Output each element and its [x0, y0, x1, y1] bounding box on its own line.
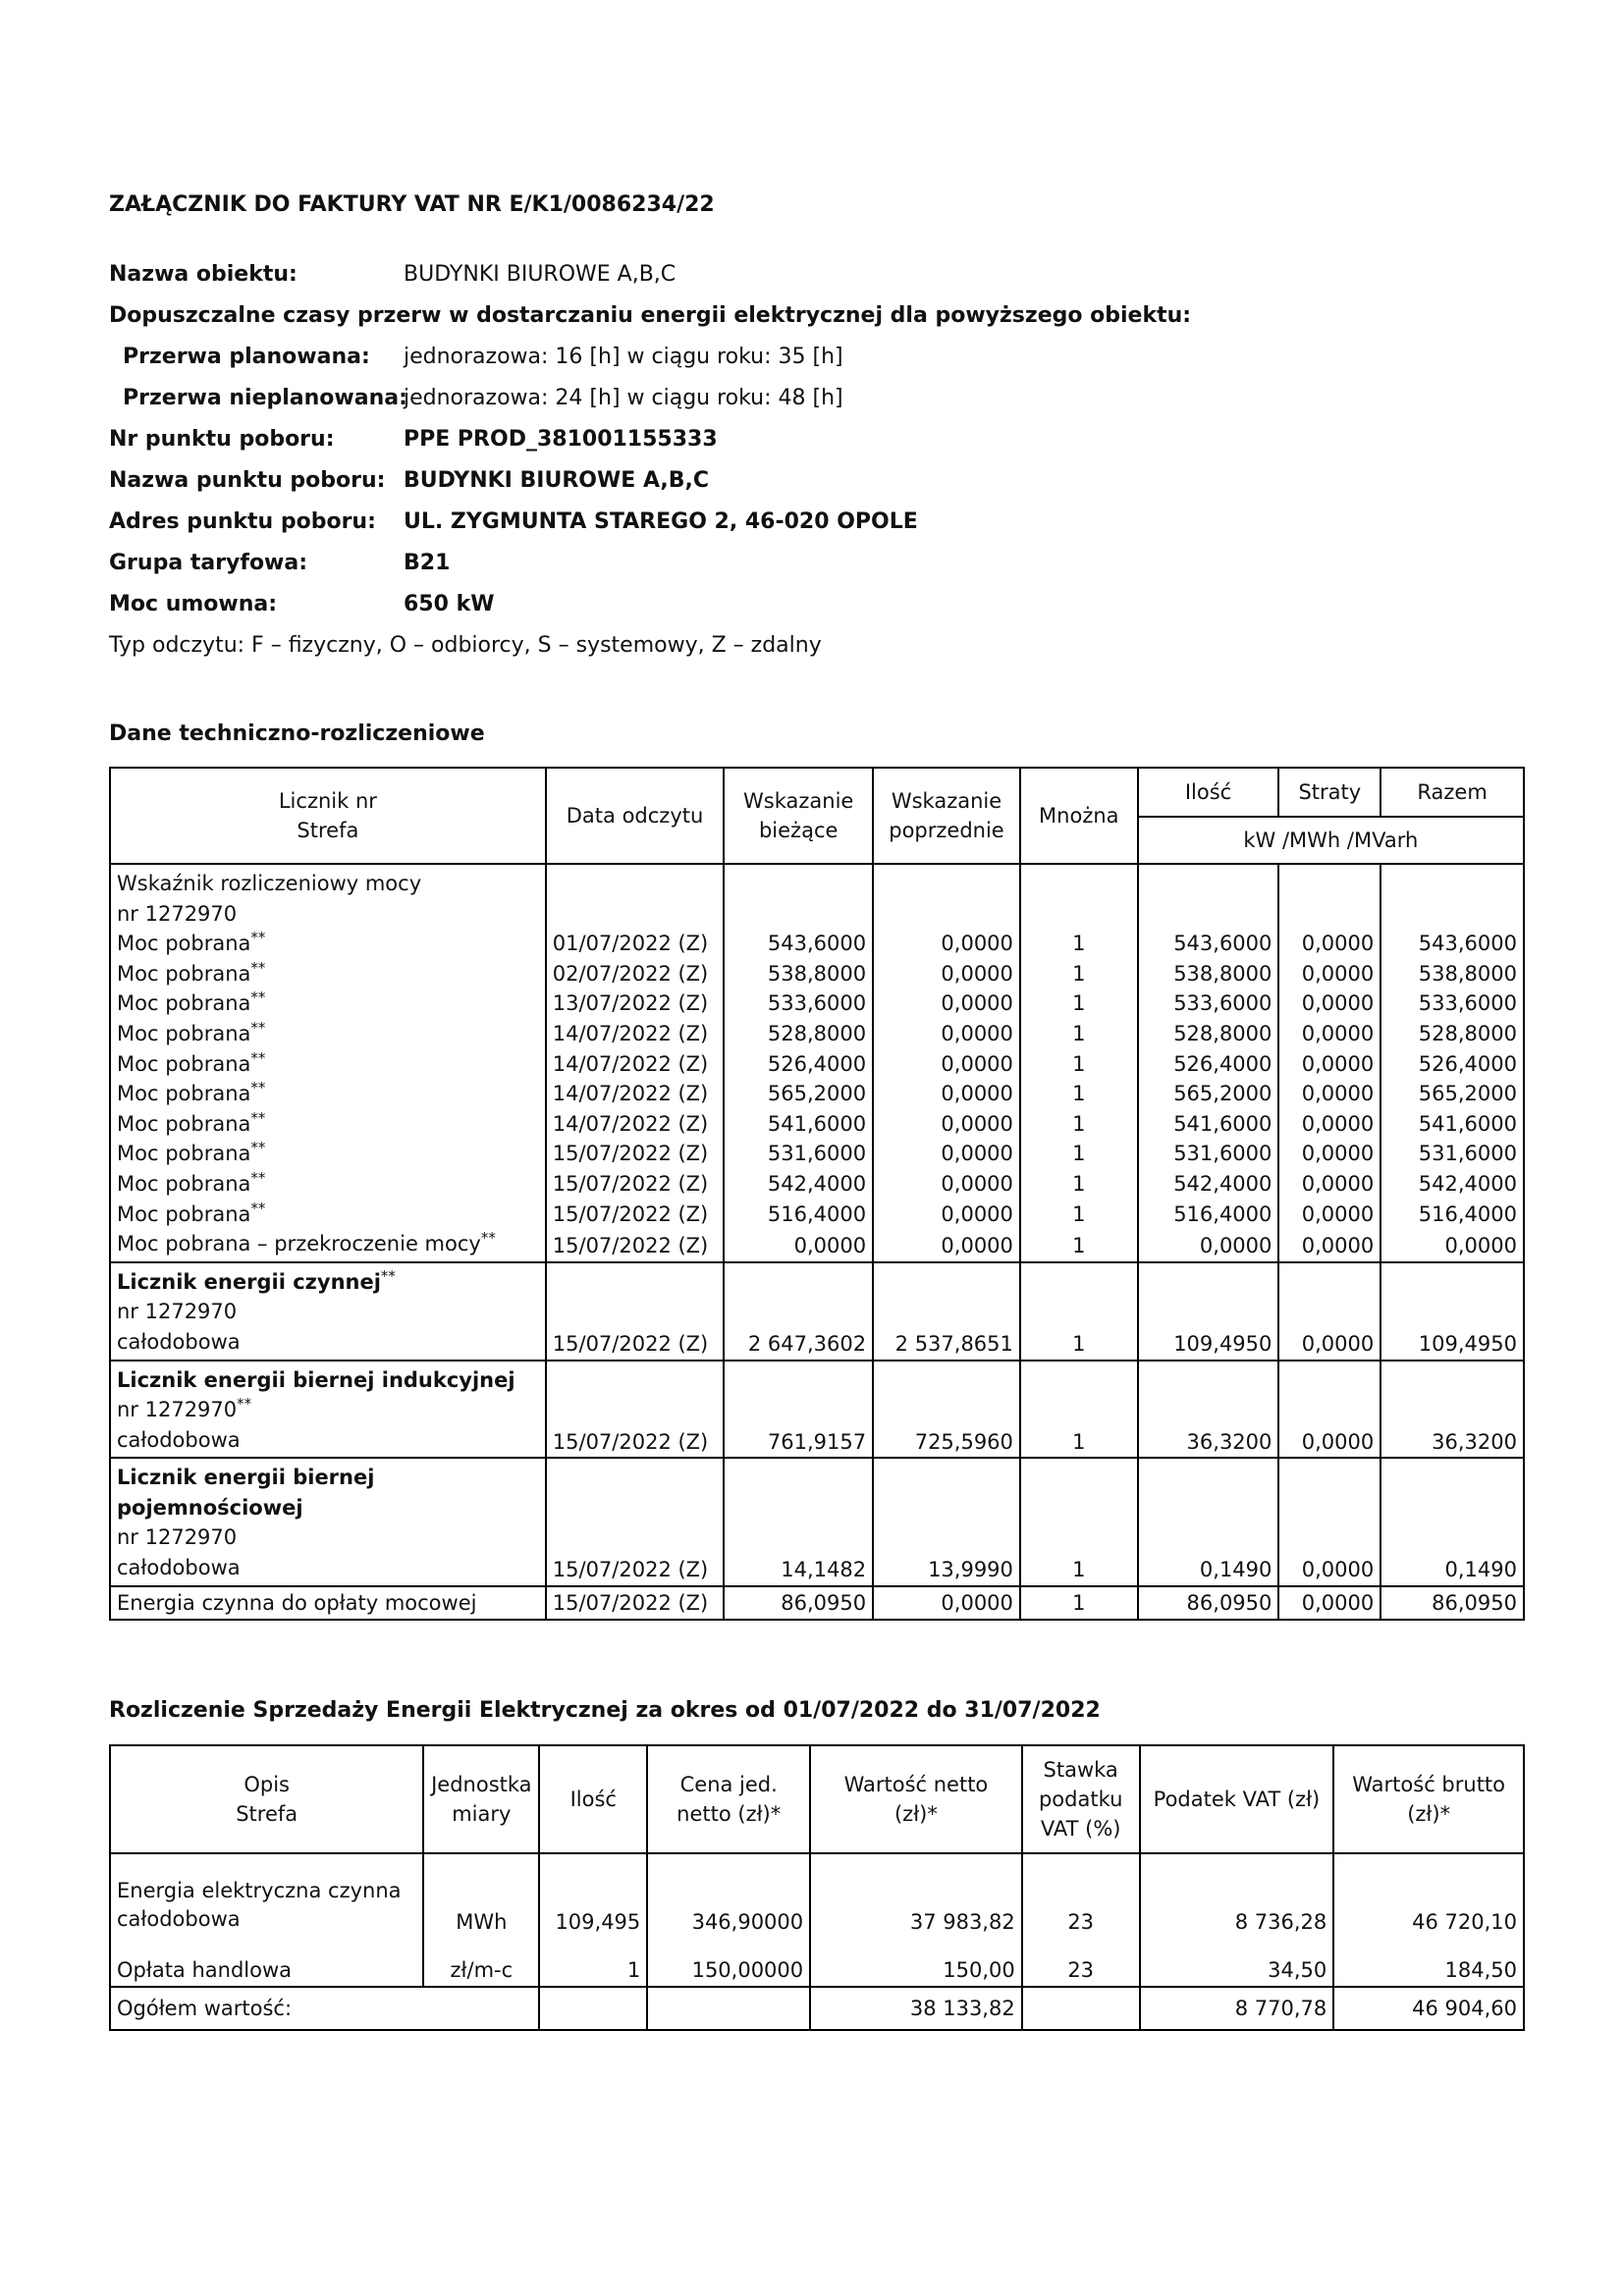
- power-row-7: [110, 1109, 1524, 1140]
- capacity-fee-title: Energia czynna do opłaty mocowej: [110, 1586, 546, 1620]
- sales-header-price-line1: Cena jed.: [679, 1773, 778, 1796]
- power-row-mult: 1: [1020, 1109, 1138, 1140]
- unplanned-row: [109, 384, 843, 413]
- power-row-losses: 0,0000: [1278, 1019, 1380, 1049]
- sales-row-qty: 109,495: [539, 1853, 647, 1940]
- inductive-energy-total: 36,3200: [1380, 1361, 1524, 1459]
- power-row-1: [110, 929, 1524, 959]
- power-row-label: Moc pobrana – przekroczenie mocy: [117, 1232, 481, 1256]
- power-row-previous: 0,0000: [873, 959, 1020, 989]
- power-row-name: [110, 988, 546, 1019]
- inductive-energy-qty: 36,3200: [1138, 1361, 1279, 1459]
- header-previous-line2: poprzednie: [889, 819, 1004, 842]
- tariff-label: Grupa taryfowa:: [109, 551, 308, 575]
- power-row-mult: 1: [1020, 1019, 1138, 1049]
- active-energy-labels: [110, 1262, 546, 1361]
- footnote-mark: **: [250, 988, 266, 1007]
- power-row-current: 531,6000: [724, 1139, 873, 1169]
- capacity-fee-losses: 0,0000: [1278, 1586, 1380, 1620]
- ppe-name-label: Nazwa punktu poboru:: [109, 468, 386, 493]
- power-row-label: Moc pobrana: [117, 1021, 251, 1045]
- power-row-previous: 0,0000: [873, 1049, 1020, 1080]
- sales-header-rate: [1022, 1745, 1140, 1853]
- power-row-name: [110, 1019, 546, 1049]
- tech-section-title: Dane techniczno-rozliczeniowe: [109, 721, 485, 746]
- ppe-address-row: [109, 507, 918, 537]
- power-row-previous: 0,0000: [873, 1139, 1020, 1169]
- unplanned-value: jednorazowa: 24 [h] w ciągu roku: 48 [h]: [404, 386, 843, 410]
- header-meter: [110, 768, 546, 864]
- power-row-label: Moc pobrana: [117, 991, 251, 1016]
- sales-header-qty: Ilość: [539, 1745, 647, 1853]
- power-row-qty: 533,6000: [1138, 988, 1279, 1019]
- header-meter-line2: Strefa: [297, 819, 359, 842]
- footnote-mark: **: [250, 1139, 266, 1157]
- header-date: Data odczytu: [546, 768, 725, 864]
- power-row-current: 538,8000: [724, 959, 873, 989]
- planned-label: Przerwa planowana:: [123, 345, 370, 369]
- sales-header-unit-line1: Jednostka: [431, 1773, 532, 1796]
- ppe-value: PPE PROD_381001155333: [404, 427, 718, 452]
- capacitive-energy-title-1: Licznik energii biernej: [117, 1466, 375, 1490]
- sales-header-net-line2: (zł)*: [893, 1802, 938, 1826]
- power-row-losses: 0,0000: [1278, 929, 1380, 959]
- power-row-losses: 0,0000: [1278, 1229, 1380, 1262]
- power-label: Moc umowna:: [109, 592, 278, 616]
- active-energy-qty: 109,4950: [1138, 1262, 1279, 1361]
- power-row-date: 14/07/2022 (Z): [546, 1109, 725, 1140]
- sales-table: [109, 1744, 1525, 2031]
- power-row-total: 528,8000: [1380, 1019, 1524, 1049]
- sales-row-qty: 1: [539, 1940, 647, 1987]
- sales-row-unit: zł/m-c: [423, 1940, 539, 1987]
- ppe-name-row: [109, 466, 709, 496]
- power-row-current: 541,6000: [724, 1109, 873, 1140]
- interruptions-heading: Dopuszczalne czasy przerw w dostarczaniu energii elektrycznej dla powyższego obiektu:: [109, 303, 1192, 328]
- sales-total-row: [110, 1987, 1524, 2030]
- power-row-label: Moc pobrana: [117, 961, 251, 986]
- power-row-name: [110, 959, 546, 989]
- tariff-value: B21: [404, 551, 451, 575]
- power-group-title-row: [110, 864, 1524, 899]
- power-row-date: 01/07/2022 (Z): [546, 929, 725, 959]
- power-value: 650 kW: [404, 592, 495, 616]
- inductive-energy-nr: [117, 1395, 539, 1425]
- footnote-mark: **: [237, 1395, 252, 1414]
- header-losses: Straty: [1278, 768, 1380, 817]
- power-row-name: [110, 1049, 546, 1080]
- inductive-energy-title: Licznik energii biernej indukcyjnej: [117, 1367, 515, 1392]
- power-row-qty: 516,4000: [1138, 1200, 1279, 1230]
- sales-row-vat: 8 736,28: [1140, 1853, 1334, 1940]
- header-units: kW /MWh /MVarh: [1138, 817, 1524, 864]
- power-row-name: [110, 1139, 546, 1169]
- reading-types: Typ odczytu: F – fizyczny, O – odbiorcy, S – systemowy, Z – zdalny: [109, 633, 822, 658]
- sales-row-2: [110, 1940, 1524, 1987]
- document-title: ZAŁĄCZNIK DO FAKTURY VAT NR E/K1/0086234/22: [109, 192, 715, 217]
- tech-table: [109, 767, 1525, 1621]
- header-multiplier: Mnożna: [1020, 768, 1138, 864]
- sales-row-1: [110, 1853, 1524, 1940]
- sales-row-desc-line1: Energia elektryczna czynna: [117, 1879, 402, 1902]
- power-row-total: 565,2000: [1380, 1079, 1524, 1109]
- power-row-previous: 0,0000: [873, 1169, 1020, 1200]
- power-row: [109, 590, 494, 619]
- sales-section-title: Rozliczenie Sprzedaży Energii Elektrycznej za okres od 01/07/2022 do 31/07/2022: [109, 1698, 1101, 1723]
- power-row-name: [110, 1109, 546, 1140]
- power-row-current: 516,4000: [724, 1200, 873, 1230]
- sales-header-net-line1: Wartość netto: [843, 1773, 989, 1796]
- active-energy-title: [117, 1267, 539, 1298]
- power-row-losses: 0,0000: [1278, 959, 1380, 989]
- power-row-name: [110, 1229, 546, 1262]
- sales-row-desc: Opłata handlowa: [110, 1940, 423, 1987]
- power-row-previous: 0,0000: [873, 1200, 1020, 1230]
- power-row-mult: 1: [1020, 1200, 1138, 1230]
- power-row-mult: 1: [1020, 959, 1138, 989]
- sales-header-rate-line1: Stawka: [1043, 1758, 1118, 1782]
- active-energy-mult: 1: [1020, 1262, 1138, 1361]
- active-energy-date: 15/07/2022 (Z): [546, 1262, 725, 1361]
- sales-row-price: 150,00000: [647, 1940, 810, 1987]
- power-row-losses: 0,0000: [1278, 1049, 1380, 1080]
- capacitive-energy-zone: całodobowa: [117, 1556, 241, 1580]
- sales-row-desc: [110, 1853, 423, 1940]
- sales-row-gross: 184,50: [1333, 1940, 1524, 1987]
- power-row-9: [110, 1169, 1524, 1200]
- power-row-6: [110, 1079, 1524, 1109]
- header-current-line1: Wskazanie: [743, 789, 854, 813]
- power-row-previous: 0,0000: [873, 1109, 1020, 1140]
- sales-header-rate-line2: podatku: [1038, 1788, 1123, 1811]
- power-row-current: 528,8000: [724, 1019, 873, 1049]
- header-previous-line1: Wskazanie: [891, 789, 1002, 813]
- tariff-row: [109, 549, 450, 578]
- power-row-mult: 1: [1020, 929, 1138, 959]
- sales-header-gross-line2: (zł)*: [1407, 1802, 1451, 1826]
- power-row-losses: 0,0000: [1278, 988, 1380, 1019]
- power-row-qty: 538,8000: [1138, 959, 1279, 989]
- ppe-name-value: BUDYNKI BIUROWE A,B,C: [404, 468, 710, 493]
- power-row-date: 02/07/2022 (Z): [546, 959, 725, 989]
- power-row-date: 13/07/2022 (Z): [546, 988, 725, 1019]
- power-row-current: 0,0000: [724, 1229, 873, 1262]
- power-row-losses: 0,0000: [1278, 1079, 1380, 1109]
- power-row-total: 531,6000: [1380, 1139, 1524, 1169]
- footnote-mark: **: [250, 958, 266, 977]
- power-row-losses: 0,0000: [1278, 1109, 1380, 1140]
- power-row-current: 543,6000: [724, 929, 873, 959]
- power-row-total: 541,6000: [1380, 1109, 1524, 1140]
- header-current: [724, 768, 873, 864]
- power-row-qty: 542,4000: [1138, 1169, 1279, 1200]
- inductive-energy-zone: całodobowa: [117, 1427, 241, 1452]
- capacitive-energy-group: [110, 1458, 1524, 1585]
- inductive-energy-labels: [110, 1361, 546, 1459]
- inductive-energy-group: [110, 1361, 1524, 1459]
- power-row-label: Moc pobrana: [117, 932, 251, 956]
- ppe-address-label: Adres punktu poboru:: [109, 509, 376, 534]
- power-row-mult: 1: [1020, 1049, 1138, 1080]
- power-row-total: 516,4000: [1380, 1200, 1524, 1230]
- active-energy-losses: 0,0000: [1278, 1262, 1380, 1361]
- power-row-previous: 0,0000: [873, 1019, 1020, 1049]
- power-row-label: Moc pobrana: [117, 1111, 251, 1136]
- sales-header-price-line2: netto (zł)*: [677, 1802, 782, 1826]
- ppe-address-value: UL. ZYGMUNTA STAREGO 2, 46-020 OPOLE: [404, 509, 918, 534]
- sales-header-gross: [1333, 1745, 1524, 1853]
- power-row-5: [110, 1049, 1524, 1080]
- power-row-mult: 1: [1020, 1139, 1138, 1169]
- capacitive-energy-previous: 13,9990: [873, 1458, 1020, 1585]
- object-name-value: BUDYNKI BIUROWE A,B,C: [404, 262, 677, 287]
- sales-row-rate: 23: [1022, 1940, 1140, 1987]
- power-row-total: 533,6000: [1380, 988, 1524, 1019]
- power-row-mult: 1: [1020, 988, 1138, 1019]
- sales-header-vat: Podatek VAT (zł): [1140, 1745, 1334, 1853]
- power-row-name: [110, 1169, 546, 1200]
- footnote-mark: **: [250, 929, 266, 947]
- sales-total-gross: 46 904,60: [1333, 1987, 1524, 2030]
- footnote-mark: **: [250, 1108, 266, 1127]
- power-row-4: [110, 1019, 1524, 1049]
- capacity-fee-total: 86,0950: [1380, 1586, 1524, 1620]
- sales-row-unit: MWh: [423, 1853, 539, 1940]
- capacitive-energy-total: 0,1490: [1380, 1458, 1524, 1585]
- power-row-previous: 0,0000: [873, 929, 1020, 959]
- active-energy-zone: całodobowa: [117, 1329, 241, 1354]
- footnote-mark: **: [380, 1266, 396, 1285]
- power-row-date: 14/07/2022 (Z): [546, 1079, 725, 1109]
- power-row-11: [110, 1229, 1524, 1262]
- power-row-name: [110, 929, 546, 959]
- object-name-row: [109, 260, 676, 290]
- power-row-name: [110, 1079, 546, 1109]
- active-energy-previous: 2 537,8651: [873, 1262, 1020, 1361]
- power-row-previous: 0,0000: [873, 988, 1020, 1019]
- footnote-mark: **: [250, 1199, 266, 1217]
- unplanned-label: Przerwa nieplanowana:: [123, 386, 407, 410]
- sales-total-empty-qty: [539, 1987, 647, 2030]
- power-row-losses: 0,0000: [1278, 1139, 1380, 1169]
- power-row-total: 0,0000: [1380, 1229, 1524, 1262]
- power-row-total: 526,4000: [1380, 1049, 1524, 1080]
- sales-total-label: Ogółem wartość:: [110, 1987, 539, 2030]
- power-row-current: 526,4000: [724, 1049, 873, 1080]
- inductive-energy-nr-text: nr 1272970: [117, 1398, 238, 1422]
- sales-row-net: 150,00: [810, 1940, 1022, 1987]
- inductive-energy-previous: 725,5960: [873, 1361, 1020, 1459]
- sales-header-desc-line1: Opis: [244, 1773, 290, 1796]
- power-row-losses: 0,0000: [1278, 1200, 1380, 1230]
- power-row-qty: 541,6000: [1138, 1109, 1279, 1140]
- active-energy-title-text: Licznik energii czynnej: [117, 1269, 381, 1294]
- power-row-current: 542,4000: [724, 1169, 873, 1200]
- sales-header-price: [647, 1745, 810, 1853]
- sales-row-price: 346,90000: [647, 1853, 810, 1940]
- power-row-date: 14/07/2022 (Z): [546, 1049, 725, 1080]
- active-energy-nr: nr 1272970: [117, 1300, 238, 1324]
- power-row-date: 15/07/2022 (Z): [546, 1169, 725, 1200]
- sales-row-net: 37 983,82: [810, 1853, 1022, 1940]
- power-row-date: 14/07/2022 (Z): [546, 1019, 725, 1049]
- inductive-energy-losses: 0,0000: [1278, 1361, 1380, 1459]
- power-row-3: [110, 988, 1524, 1019]
- power-group-nr: nr 1272970: [110, 899, 546, 930]
- sales-header-desc: [110, 1745, 423, 1853]
- active-energy-current: 2 647,3602: [724, 1262, 873, 1361]
- planned-value: jednorazowa: 16 [h] w ciągu roku: 35 [h]: [404, 345, 843, 369]
- sales-total-empty-price: [647, 1987, 810, 2030]
- capacity-fee-mult: 1: [1020, 1586, 1138, 1620]
- power-row-total: 542,4000: [1380, 1169, 1524, 1200]
- header-meter-line1: Licznik nr: [278, 789, 377, 813]
- power-row-name: [110, 1200, 546, 1230]
- capacity-fee-date: 15/07/2022 (Z): [546, 1586, 725, 1620]
- power-row-previous: 0,0000: [873, 1079, 1020, 1109]
- sales-total-net: 38 133,82: [810, 1987, 1022, 2030]
- power-row-total: 543,6000: [1380, 929, 1524, 959]
- power-row-qty: 0,0000: [1138, 1229, 1279, 1262]
- capacity-fee-qty: 86,0950: [1138, 1586, 1279, 1620]
- footnote-mark: **: [250, 1018, 266, 1037]
- capacitive-energy-labels: [110, 1458, 546, 1585]
- power-row-qty: 526,4000: [1138, 1049, 1279, 1080]
- power-row-mult: 1: [1020, 1229, 1138, 1262]
- footnote-mark: **: [480, 1229, 496, 1248]
- sales-header-gross-line1: Wartość brutto: [1352, 1773, 1506, 1796]
- power-row-total: 538,8000: [1380, 959, 1524, 989]
- power-row-mult: 1: [1020, 1079, 1138, 1109]
- power-row-current: 565,2000: [724, 1079, 873, 1109]
- sales-header-unit-line2: miary: [452, 1802, 512, 1826]
- capacity-fee-row: [110, 1586, 1524, 1620]
- sales-total-vat: 8 770,78: [1140, 1987, 1334, 2030]
- active-energy-total: 109,4950: [1380, 1262, 1524, 1361]
- power-group-nr-row: [110, 899, 1524, 930]
- power-row-current: 533,6000: [724, 988, 873, 1019]
- power-row-mult: 1: [1020, 1169, 1138, 1200]
- inductive-energy-date: 15/07/2022 (Z): [546, 1361, 725, 1459]
- sales-header-desc-line2: Strefa: [236, 1802, 298, 1826]
- power-row-date: 15/07/2022 (Z): [546, 1200, 725, 1230]
- power-row-label: Moc pobrana: [117, 1051, 251, 1076]
- sales-row-vat: 34,50: [1140, 1940, 1334, 1987]
- ppe-label: Nr punktu poboru:: [109, 427, 335, 452]
- capacitive-energy-date: 15/07/2022 (Z): [546, 1458, 725, 1585]
- sales-row-desc-line2: całodobowa: [117, 1907, 241, 1931]
- capacitive-energy-mult: 1: [1020, 1458, 1138, 1585]
- sales-row-gross: 46 720,10: [1333, 1853, 1524, 1940]
- sales-total-empty-rate: [1022, 1987, 1140, 2030]
- capacitive-energy-losses: 0,0000: [1278, 1458, 1380, 1585]
- capacitive-energy-nr: nr 1272970: [117, 1525, 238, 1550]
- capacity-fee-previous: 0,0000: [873, 1586, 1020, 1620]
- power-row-qty: 565,2000: [1138, 1079, 1279, 1109]
- power-row-label: Moc pobrana: [117, 1201, 251, 1226]
- power-row-qty: 531,6000: [1138, 1139, 1279, 1169]
- inductive-energy-mult: 1: [1020, 1361, 1138, 1459]
- object-name-label: Nazwa obiektu:: [109, 262, 298, 287]
- power-row-date: 15/07/2022 (Z): [546, 1139, 725, 1169]
- power-row-date: 15/07/2022 (Z): [546, 1229, 725, 1262]
- power-row-qty: 543,6000: [1138, 929, 1279, 959]
- footnote-mark: **: [250, 1079, 266, 1097]
- sales-header-net: [810, 1745, 1022, 1853]
- power-group-title: Wskaźnik rozliczeniowy mocy: [110, 864, 546, 899]
- footnote-mark: **: [250, 1048, 266, 1067]
- power-row-losses: 0,0000: [1278, 1169, 1380, 1200]
- header-total: Razem: [1380, 768, 1524, 817]
- header-previous: [873, 768, 1020, 864]
- capacitive-energy-title-2: pojemnościowej: [117, 1495, 303, 1520]
- ppe-row: [109, 425, 718, 454]
- sales-header-unit: [423, 1745, 539, 1853]
- power-row-previous: 0,0000: [873, 1229, 1020, 1262]
- active-energy-group: [110, 1262, 1524, 1361]
- power-row-label: Moc pobrana: [117, 1142, 251, 1166]
- power-row-qty: 528,8000: [1138, 1019, 1279, 1049]
- sales-header-rate-line3: VAT (%): [1040, 1817, 1121, 1841]
- header-qty: Ilość: [1138, 768, 1279, 817]
- header-current-line2: bieżące: [758, 819, 839, 842]
- power-row-10: [110, 1200, 1524, 1230]
- sales-row-rate: 23: [1022, 1853, 1140, 1940]
- power-row-label: Moc pobrana: [117, 1171, 251, 1196]
- power-row-label: Moc pobrana: [117, 1082, 251, 1106]
- footnote-mark: **: [250, 1168, 266, 1187]
- inductive-energy-current: 761,9157: [724, 1361, 873, 1459]
- capacitive-energy-current: 14,1482: [724, 1458, 873, 1585]
- planned-row: [109, 343, 843, 372]
- power-row-2: [110, 959, 1524, 989]
- capacity-fee-current: 86,0950: [724, 1586, 873, 1620]
- capacitive-energy-qty: 0,1490: [1138, 1458, 1279, 1585]
- power-row-8: [110, 1139, 1524, 1169]
